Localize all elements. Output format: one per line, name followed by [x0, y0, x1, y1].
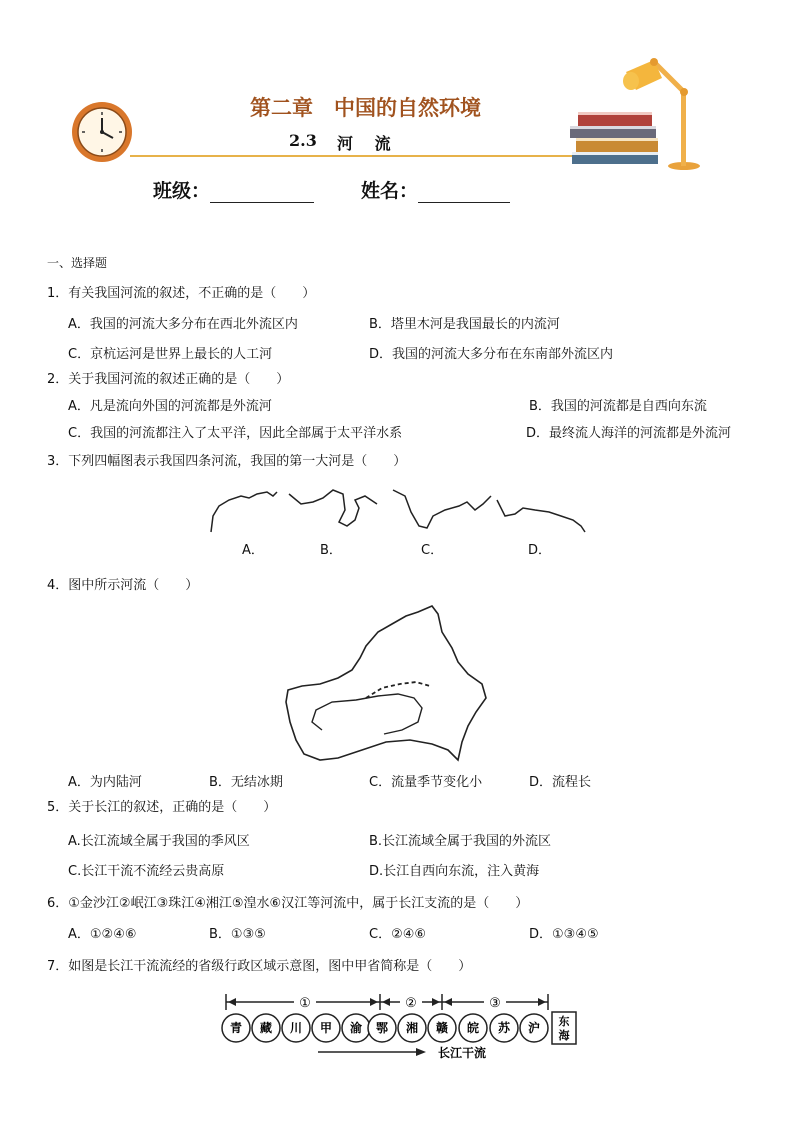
question-5-stem: 5．关于长江的叙述，正确的是（ ） — [47, 800, 277, 815]
q1-option-c[interactable]: C．京杭运河是世界上最长的人工河 — [68, 347, 273, 362]
q6-option-d[interactable]: D．①③④⑤ — [529, 927, 599, 942]
province-label: 渝 — [349, 1021, 363, 1035]
river-shapes-figure — [205, 486, 590, 538]
province-label: 甲 — [319, 1021, 333, 1035]
q2-option-d[interactable]: D．最终流人海洋的河流都是外流河 — [526, 426, 732, 441]
section-title: 一、选择题 — [47, 256, 108, 270]
q4-option-a[interactable]: A．为内陆河 — [68, 775, 142, 790]
class-label: 班级： — [153, 180, 211, 202]
province-label: 川 — [289, 1021, 303, 1035]
q6-option-a[interactable]: A．①②④⑥ — [68, 927, 137, 942]
q1-option-a[interactable]: A．我国的河流大多分布在西北外流区内 — [68, 317, 298, 332]
q4-option-b[interactable]: B．无结冰期 — [209, 775, 283, 790]
question-2-stem: 2．关于我国河流的叙述正确的是（ ） — [47, 372, 290, 387]
q2-option-a[interactable]: A．凡是流向外国的河流都是外流河 — [68, 399, 272, 414]
name-field — [361, 176, 510, 203]
river-shape-d — [497, 500, 585, 532]
q4-option-d[interactable]: D．流程长 — [529, 775, 592, 790]
province-label: 鄂 — [375, 1021, 389, 1035]
province-label: 青 — [229, 1021, 243, 1035]
seasonal-river — [366, 682, 430, 698]
province-label: 沪 — [527, 1021, 541, 1035]
province-label: 湘 — [405, 1021, 419, 1035]
yangtze-provinces-diagram — [214, 990, 584, 1064]
clock-icon — [68, 100, 136, 164]
q5-option-d[interactable]: D.长江自西向东流，注入黄海 — [369, 864, 540, 879]
class-input[interactable] — [210, 184, 314, 203]
province-row — [222, 1014, 548, 1042]
q2-option-b[interactable]: B．我国的河流都是自西向东流 — [529, 399, 707, 414]
question-4-stem: 4．图中所示河流（ ） — [47, 578, 199, 593]
river-shape-c — [393, 490, 491, 528]
name-label: 姓名： — [361, 180, 419, 202]
q1-option-b[interactable]: B．塔里木河是我国最长的内流河 — [369, 317, 560, 332]
header-rule — [130, 155, 590, 157]
class-field — [153, 176, 314, 203]
q3-option-d[interactable]: D． — [528, 543, 552, 558]
province-label: 赣 — [435, 1021, 449, 1035]
east-sea-label-1: 东 — [558, 1015, 570, 1028]
q5-option-c[interactable]: C.长江干流不流经云贵高原 — [68, 864, 225, 879]
q2-option-c[interactable]: C．我国的河流都注入了太平洋，因此全部属于太平洋水系 — [68, 426, 403, 441]
question-6-stem: 6．①金沙江②岷江③珠江④湘江⑤湟水⑥汉江等河流中，属于长江支流的是（ ） — [47, 896, 529, 911]
river-shape-b — [289, 490, 377, 526]
q6-option-c[interactable]: C．②④⑥ — [369, 927, 427, 942]
province-label: 苏 — [497, 1021, 511, 1035]
basin-outline — [286, 606, 486, 760]
river-course — [312, 694, 422, 734]
segment-label-2: ② — [405, 996, 417, 1011]
lesson-name: 河 流 — [337, 134, 391, 153]
question-1-stem: 1．有关我国河流的叙述，不正确的是（ ） — [47, 286, 316, 301]
flow-label: 长江干流 — [437, 1046, 487, 1060]
river-shape-a — [211, 492, 277, 532]
province-label: 皖 — [466, 1021, 480, 1035]
segment-label-3: ③ — [489, 996, 501, 1011]
q3-option-c[interactable]: C． — [421, 543, 444, 558]
province-label: 藏 — [259, 1021, 273, 1035]
q5-option-b[interactable]: B.长江流域全属于我国的外流区 — [369, 834, 552, 849]
basin-map-figure — [282, 602, 502, 770]
q5-option-a[interactable]: A.长江流域全属于我国的季风区 — [68, 834, 250, 849]
books-lamp-illustration — [566, 52, 706, 174]
name-input[interactable] — [418, 184, 510, 203]
q3-option-a[interactable]: A． — [242, 543, 264, 558]
lesson-number: 2.3 — [289, 131, 317, 150]
question-7-stem: 7．如图是长江干流流经的省级行政区域示意图，图中甲省简称是（ ） — [47, 959, 472, 974]
q4-option-c[interactable]: C．流量季节变化小 — [369, 775, 483, 790]
east-sea-label-2: 海 — [558, 1029, 570, 1042]
question-3-stem: 3．下列四幅图表示我国四条河流，我国的第一大河是（ ） — [47, 454, 407, 469]
q1-option-d[interactable]: D．我国的河流大多分布在东南部外流区内 — [369, 347, 614, 362]
segment-label-1: ① — [299, 996, 311, 1011]
q6-option-b[interactable]: B．①③⑤ — [209, 927, 266, 942]
chapter-title: 第二章 中国的自然环境 — [250, 95, 481, 120]
q3-option-b[interactable]: B． — [320, 543, 342, 558]
